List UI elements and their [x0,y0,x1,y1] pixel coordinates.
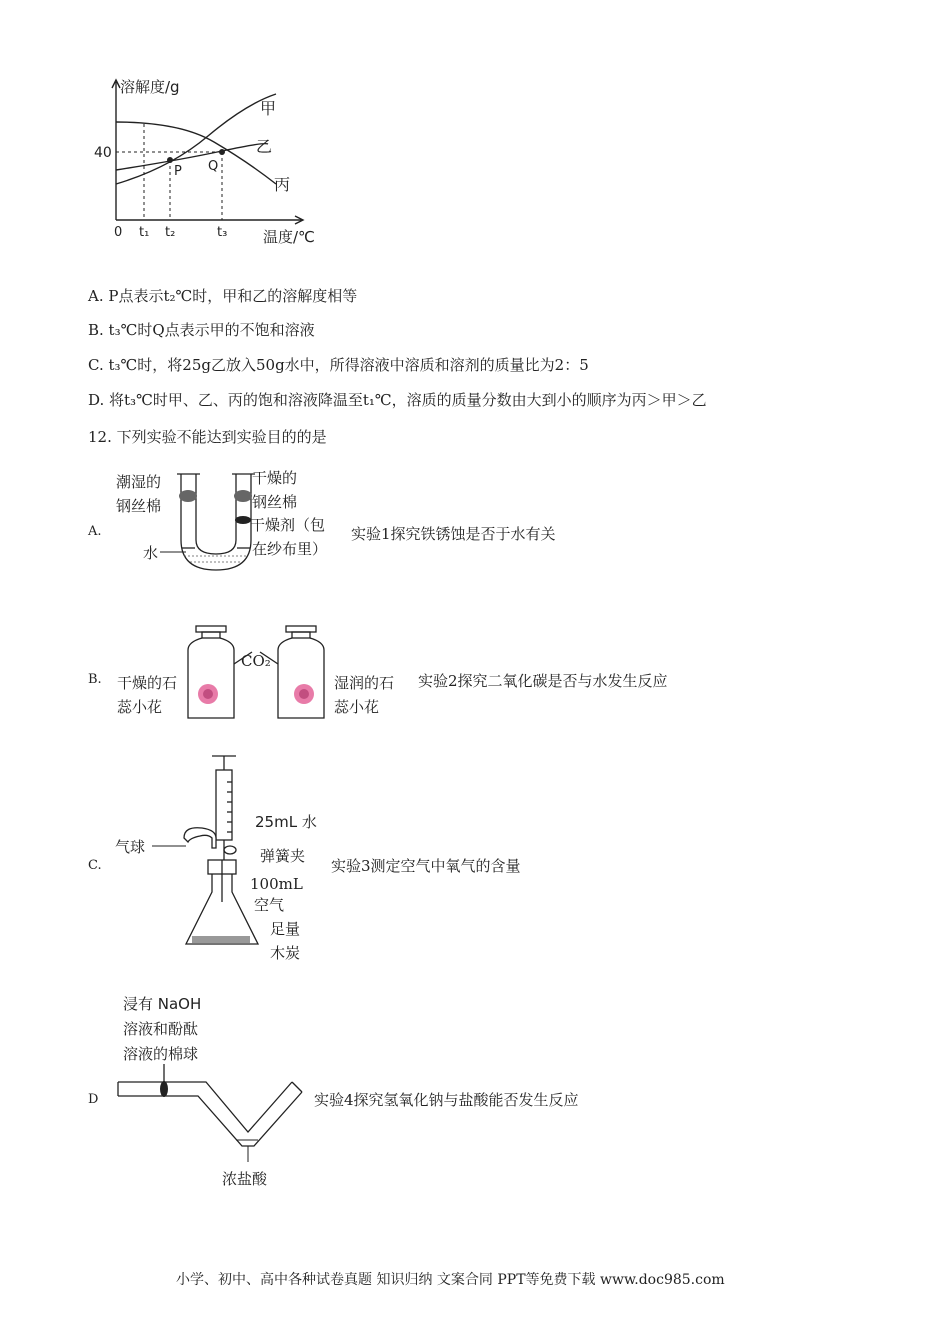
dry-steel-wool [234,490,252,502]
curve-bing [116,122,276,184]
desiccant [235,516,251,524]
curve-label-jia: 甲 [260,99,277,118]
a-label-wet-2: 钢丝棉 [116,497,162,515]
point-p [167,157,173,163]
c-label-air: 空气 [254,896,285,914]
c-label-charcoal: 木炭 [270,944,301,962]
b-label-wet-2: 蕊小花 [334,698,380,716]
jars-diagram [184,624,334,722]
curve-jia [116,94,276,184]
c-label-water: 25mL 水 [255,813,317,831]
d-label-2: 溶液和酚酞 [123,1020,199,1038]
q12-stem: 12. 下列实验不能达到实验目的的是 [88,428,327,446]
a-label-desiccant-2: 在纱布里） [252,540,328,558]
c-label-balloon: 气球 [115,838,146,856]
y-axis-label: 溶解度/g [120,78,180,96]
wet-steel-wool [179,490,197,502]
b-label-co2: CO₂ [241,652,271,670]
q12-option-a-letter: A. [88,524,102,539]
point-p-label: P [174,164,182,179]
d-label-hcl: 浓盐酸 [222,1170,268,1188]
a-label-wet-1: 潮湿的 [116,473,162,491]
c-label-100ml: 100mL [250,875,303,893]
curve-label-bing: 丙 [274,175,291,194]
charcoal [192,936,250,943]
q12-option-c-caption: 实验3测定空气中氧气的含量 [331,857,521,875]
a-label-water: 水 [143,544,159,562]
v-tube-diagram [116,1060,306,1170]
y-tick-40: 40 [94,145,112,161]
q12-option-a-caption: 实验1探究铁锈蚀是否于水有关 [351,525,556,543]
a-label-dry-2: 钢丝棉 [252,493,298,511]
d-label-1: 浸有 NaOH [123,995,202,1013]
c-label-sufficient: 足量 [270,920,301,938]
q11-option-b: B. t₃℃时Q点表示甲的不饱和溶液 [88,321,315,339]
cotton-ball [160,1081,168,1097]
curve-label-yi: 乙 [256,137,273,156]
q12-option-c-letter: C. [88,858,102,873]
u-tube-diagram [176,468,256,578]
flask-syringe-diagram [130,752,260,958]
b-label-dry-2: 蕊小花 [117,698,163,716]
a-label-desiccant-1: 干燥剂（包 [250,516,326,534]
q11-option-c: C. t₃℃时，将25g乙放入50g水中，所得溶液中溶质和溶剂的质量比为2：5 [88,356,589,374]
b-label-wet-1: 湿润的石 [334,674,395,692]
point-q [219,149,225,155]
x-tick-t2: t₂ [165,225,176,240]
c-label-clamp: 弹簧夹 [260,847,306,865]
point-q-label: Q [208,159,219,174]
q12-option-b-caption: 实验2探究二氧化碳是否与水发生反应 [418,672,668,690]
q11-option-d: D. 将t₃℃时甲、乙、丙的饱和溶液降温至t₁℃，溶质的质量分数由大到小的顺序为丙＞甲＞乙 [88,391,707,409]
q11-option-a: A. P点表示t₂℃时，甲和乙的溶解度相等 [88,287,358,305]
x-tick-t3: t₃ [217,225,228,240]
q12-option-d-letter: D [88,1092,99,1107]
page-footer: 小学、初中、高中各种试卷真题 知识归纳 文案合同 PPT等免费下载 www.doc985.com [176,1272,725,1288]
x-tick-t1: t₁ [139,225,150,240]
d-label-3: 溶液的棉球 [123,1045,199,1063]
origin-label: 0 [114,225,123,240]
solubility-graph [90,72,340,252]
q12-option-d-caption: 实验4探究氢氧化钠与盐酸能否发生反应 [314,1091,579,1109]
a-label-dry-1: 干燥的 [252,469,298,487]
b-label-dry-1: 干燥的石 [117,674,178,692]
x-axis-label: 温度/℃ [263,228,315,246]
q12-option-b-letter: B. [88,672,102,687]
